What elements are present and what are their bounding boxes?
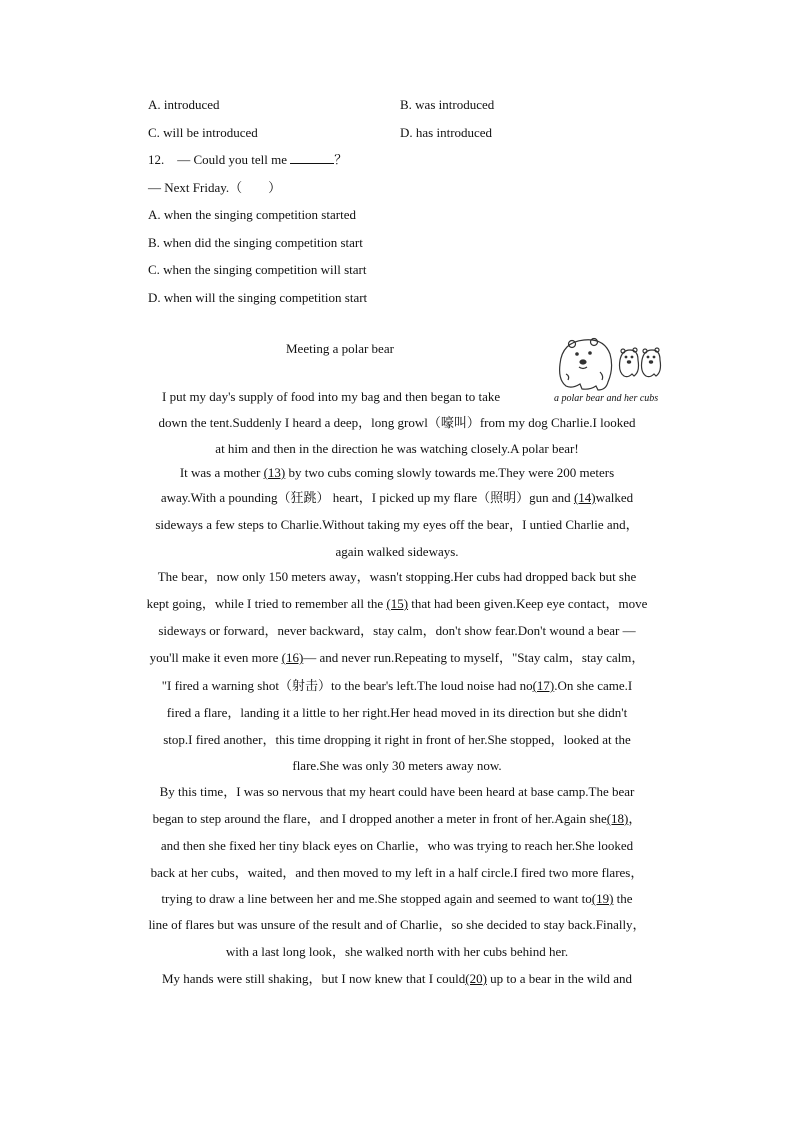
passage-line: at him and then in the direction he was watching closely.A polar bear!: [215, 441, 579, 456]
option-11-b: B. was introduced: [400, 97, 495, 112]
blank-18: (18): [606, 811, 629, 826]
option-11-d: D. has introduced: [400, 125, 493, 140]
passage-text: It was a mother: [179, 465, 261, 480]
question-12-stem-text: 12. — Could you tell me: [148, 152, 288, 167]
passage-line: I put my day's supply of food into my bag and then began to take: [162, 389, 501, 404]
passage-text: .On she came.I: [554, 678, 633, 693]
passage-text: that had been given.Keep eye contact，move: [411, 596, 648, 611]
passage-line: [0, 677, 794, 695]
option-11-a: A. introduced: [148, 97, 220, 112]
option-11-c: C. will be introduced: [148, 125, 258, 140]
passage-line: The bear，now only 150 meters away，wasn't stopping.Her cubs had dropped back but she: [157, 569, 637, 584]
passage-text: trying to draw a line between her and me.She stopped again and seemed to want to: [161, 891, 592, 906]
option-12-a: A. when the singing competition started: [148, 207, 356, 222]
blank-16: (16): [281, 650, 304, 665]
passage-line: back at her cubs，waited，and then moved to my left in a half circle.I fired two more flares，: [150, 865, 644, 880]
passage-text: began to step around the flare，and I dropped another a meter in front of her.Again she: [152, 811, 607, 826]
passage-line: down the tent.Suddenly I heard a deep，long growl（嚎叫）from my dog Charlie.I looked: [158, 415, 636, 430]
answer-blank: [290, 151, 334, 164]
passage-line: with a last long look，she walked north with her cubs behind her.: [225, 944, 569, 959]
passage-line: [0, 649, 794, 667]
passage-line: line of flares but was unsure of the result and of Charlie，so she decided to stay back.Finally，: [148, 917, 646, 932]
question-12-answer: — Next Friday.（ ）: [148, 180, 282, 195]
passage-text: "I fired a warning shot（射击）to the bear's left.The loud noise had no: [161, 678, 533, 693]
passage-line: By this time，I was so nervous that my heart could have been heard at base camp.The bear: [159, 784, 635, 799]
passage-line: sideways a few steps to Charlie.Without taking my eyes off the bear，I untied Charlie and，: [155, 517, 639, 532]
question-12-stem-suffix: ？: [334, 152, 348, 167]
passage-line: fired a flare，landing it a little to her right.Her head moved in its direction but she didn't: [166, 705, 628, 720]
passage-line: flare.She was only 30 meters away now.: [292, 758, 502, 773]
blank-20: (20): [465, 971, 487, 986]
question-12-stem: [148, 151, 347, 169]
blank-15: (15): [386, 596, 409, 611]
passage-line: sideways or forward，never backward，stay calm，don't show fear.Don't wound a bear —: [158, 623, 636, 638]
passage-text: kept going，while I tried to remember all the: [146, 596, 384, 611]
blank-19: (19): [591, 891, 614, 906]
passage-line: stop.I fired another，this time dropping it right in front of her.She stopped，looked at the: [163, 732, 631, 747]
passage-line: [0, 464, 794, 482]
passage-line: and then she fixed her tiny black eyes on Charlie，who was trying to reach her.She looked: [160, 838, 634, 853]
option-12-b: B. when did the singing competition start: [148, 235, 363, 250]
passage-line: [0, 970, 794, 988]
passage-text: the: [616, 891, 633, 906]
passage-text: you'll make it even more: [149, 650, 279, 665]
option-12-c: C. when the singing competition will start: [148, 262, 367, 277]
option-12-d: D. when will the singing competition start: [148, 290, 368, 305]
passage-text: by two cubs coming slowly towards me.They were 200 meters: [288, 465, 615, 480]
passage-text: up to a bear in the wild and: [490, 971, 633, 986]
passage-text: away.With a pounding（狂跳） heart，I picked up my flare（照明）gun and: [160, 490, 571, 505]
passage-line: [0, 595, 794, 613]
blank-14: (14): [573, 490, 596, 505]
passage-line: [0, 810, 794, 828]
passage-line: [0, 890, 794, 908]
passage-line: again walked sideways.: [335, 544, 459, 559]
passage-text: ，: [628, 811, 642, 826]
blank-13: (13): [263, 465, 286, 480]
passage-title: Meeting a polar bear: [286, 341, 394, 356]
passage-text: — and never run.Repeating to myself，"Stay calm，stay calm，: [303, 650, 645, 665]
passage-text: My hands were still shaking，but I now knew that I could: [161, 971, 466, 986]
figure-caption: a polar bear and her cubs: [554, 393, 659, 404]
passage-text: walked: [595, 490, 634, 505]
blank-17: (17): [532, 678, 555, 693]
passage-line: [0, 489, 794, 507]
